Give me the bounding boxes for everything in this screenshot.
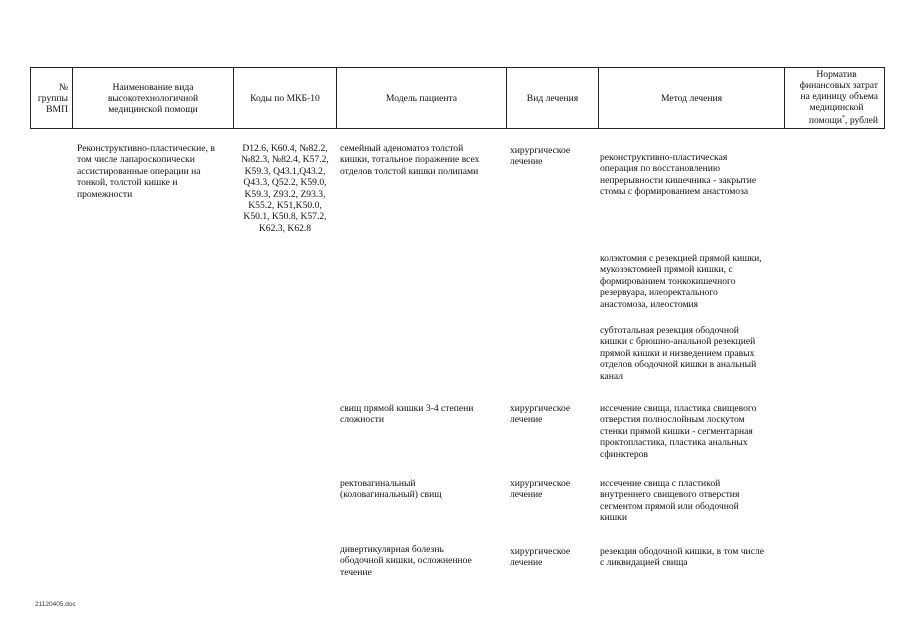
cell-method xyxy=(600,478,790,524)
method-line: резервуара, илеоректального xyxy=(600,287,718,299)
header-norm-line: медицинской xyxy=(809,102,864,114)
cell-patient-model xyxy=(340,403,510,426)
treatment-line: хирургическое xyxy=(510,145,571,156)
header-norm-line: финансовых затрат xyxy=(799,80,878,92)
header-norm-line: на единицу объема xyxy=(800,91,878,103)
cell-method xyxy=(600,546,790,569)
header-group-line: № xyxy=(58,81,68,93)
cell-patient-model xyxy=(340,478,510,501)
header-group-line: группы xyxy=(37,92,68,104)
model-line: свищ прямой кишки 3-4 степени xyxy=(340,403,474,414)
treatment-line: лечение xyxy=(510,489,543,501)
code-line: K59.3, Q43.1,Q43.2, xyxy=(244,165,326,177)
cell-treatment-type xyxy=(510,145,600,168)
document-footer-id: 21120405.doc xyxy=(35,601,76,608)
treatment-line: хирургическое xyxy=(510,478,571,489)
model-line: семейный аденоматоз толстой xyxy=(340,143,464,154)
header-name-line: высокотехнологичной xyxy=(107,92,199,104)
header-model xyxy=(337,68,507,129)
name-line: тонкой, толстой кишке и xyxy=(77,177,178,189)
header-norm xyxy=(785,68,885,129)
code-line: D12.6, K60.4, №82.2, xyxy=(242,143,328,154)
method-line: анастомоза, илеостомия xyxy=(600,298,699,310)
cell-vmp-name xyxy=(77,143,237,200)
method-line: реконструктивно-пластическая xyxy=(600,152,728,163)
model-line: течение xyxy=(340,566,372,578)
treatment-line: лечение xyxy=(510,414,543,426)
method-line: субтотальная резекция ободочной xyxy=(600,325,739,336)
model-line: ректовагинальный xyxy=(340,478,416,489)
model-line: кишки, тотальное поражение всех xyxy=(340,154,480,166)
header-norm-last-line xyxy=(787,113,878,126)
method-line: внутреннего свищевого отверстия xyxy=(600,489,740,501)
code-line: K62.3, K62.8 xyxy=(258,222,312,234)
header-group xyxy=(31,68,73,129)
header-name xyxy=(73,68,234,129)
cell-treatment-type xyxy=(510,546,600,569)
header-norm-line: Норматив xyxy=(816,69,857,81)
header-model-line: Модель пациента xyxy=(385,92,458,104)
header-treatment-line: Вид лечения xyxy=(526,92,579,104)
header-codes-line: Коды по МКБ-10 xyxy=(250,92,320,104)
method-line: иссечение свища, пластика свищевого xyxy=(600,403,757,414)
method-line: формированием тонкокишечного xyxy=(600,275,736,287)
method-line: колэктомия с резекцией прямой кишки, xyxy=(600,253,762,264)
vmp-table xyxy=(30,67,885,129)
model-line: сложности xyxy=(340,414,384,426)
model-line: отделов толстой кишки полипами xyxy=(340,165,479,177)
method-line: канал xyxy=(600,370,624,382)
method-line: отделов ободочной кишки в анальный xyxy=(600,359,757,371)
method-line: сфинктеров xyxy=(600,448,648,460)
cell-patient-model xyxy=(340,544,510,578)
model-line: дивертикулярная болезнь xyxy=(340,544,444,555)
method-line: с ликвидацией свища xyxy=(600,557,688,569)
method-line: стомы с формированием анастомоза xyxy=(600,186,749,198)
header-norm-part: помощи xyxy=(808,115,843,127)
cell-treatment-type xyxy=(510,403,600,426)
method-line: кишки xyxy=(600,512,627,524)
header-method xyxy=(599,68,785,129)
table-header-row xyxy=(31,68,885,129)
header-group-line: ВМП xyxy=(46,103,68,115)
header-treatment xyxy=(507,68,599,129)
cell-method xyxy=(600,325,790,382)
cell-method xyxy=(600,403,790,460)
method-line: стенки прямой кишки - сегментарная xyxy=(600,425,753,437)
header-norm-part: , рублей xyxy=(845,115,878,127)
method-line: кишки с брюшно-анальной резекцией xyxy=(600,336,756,348)
method-line: непрерывности кишечника - закрытие xyxy=(600,174,757,186)
code-line: K50.1, K50.8, K57.2, xyxy=(243,211,327,223)
cell-patient-model xyxy=(340,143,510,177)
code-line: K55.2, K51,K50.0, xyxy=(248,200,322,212)
method-line: мукозэктомией прямой кишки, с xyxy=(600,264,733,276)
name-line: промежности xyxy=(77,188,133,200)
method-line: прямой кишки и низведением правых xyxy=(600,347,755,359)
treatment-line: хирургическое xyxy=(510,546,571,557)
footnote-mark: * xyxy=(842,115,846,122)
cell-method xyxy=(600,253,790,310)
header-codes xyxy=(234,68,337,129)
treatment-line: хирургическое xyxy=(510,403,571,414)
cell-treatment-type xyxy=(510,478,600,501)
name-line: ассистированные операции на xyxy=(77,165,201,177)
method-line: отверстия полнослойным лоскутом xyxy=(600,414,745,426)
code-line: №82.3, №82.4, K57.2, xyxy=(241,154,329,166)
model-line: ободочной кишки, осложненное xyxy=(340,555,472,567)
header-method-line: Метод лечения xyxy=(660,92,723,104)
model-line: (коловагинальный) свищ xyxy=(340,489,442,501)
header-name-line: медицинской помощи xyxy=(108,103,198,115)
header-name-line: Наименование вида xyxy=(112,81,194,93)
cell-method xyxy=(600,152,790,198)
treatment-line: лечение xyxy=(510,557,543,569)
code-line: Q43.3, Q52.2, K59.0, xyxy=(243,177,327,189)
name-line: том числе лапароскопически xyxy=(77,154,195,166)
method-line: операция по восстановлению xyxy=(600,163,721,175)
code-line: K59.3, Z93.2, Z93.3, xyxy=(244,188,326,200)
method-line: иссечение свища с пластикой xyxy=(600,478,721,489)
method-line: проктопластика, пластика анальных xyxy=(600,437,748,449)
treatment-line: лечение xyxy=(510,156,543,168)
name-line: Реконструктивно-пластические, в xyxy=(77,143,215,154)
cell-icd-codes xyxy=(232,143,338,234)
method-line: резекция ободочной кишки, в том числе xyxy=(600,546,764,557)
method-line: сегментом прямой или ободочной xyxy=(600,500,739,512)
